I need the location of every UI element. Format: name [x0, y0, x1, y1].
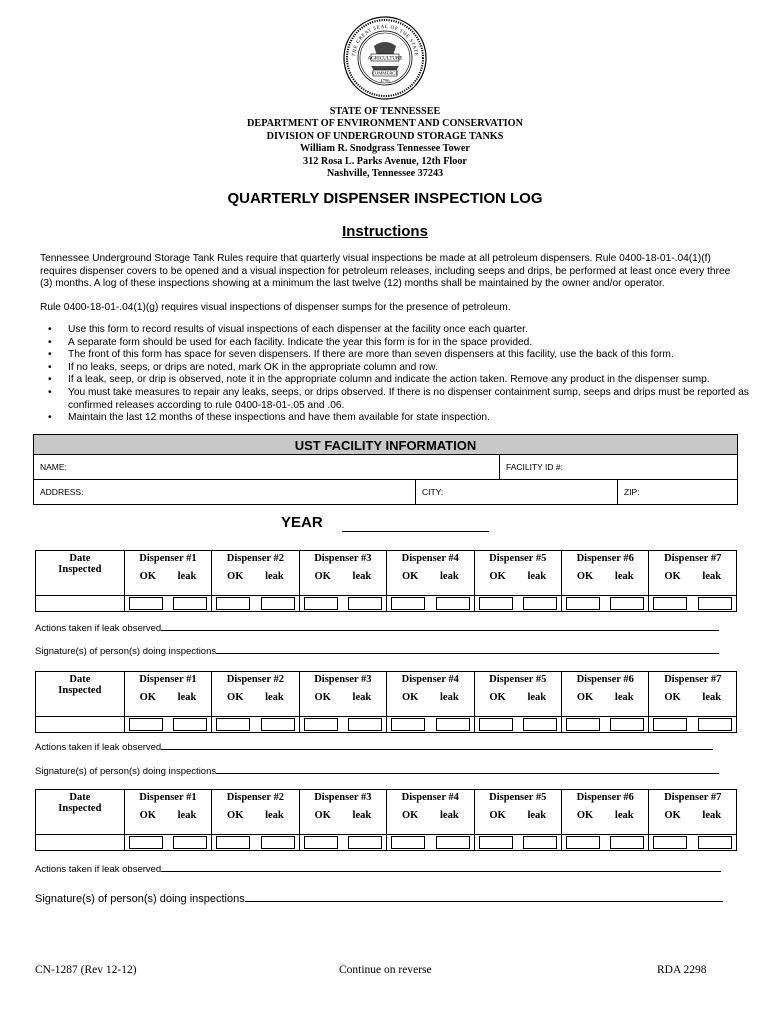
dispenser-name: Dispenser #4: [401, 792, 459, 803]
dispenser-entry-6: [561, 717, 648, 733]
inspected-label: Inspected: [58, 685, 102, 696]
instructions-paragraph-2: Rule 0400-18-01-.04(1)(g) requires visual inspections of dispenser sumps for the presence of petroleum.: [40, 302, 511, 313]
dispenser-name: Dispenser #2: [226, 792, 285, 803]
dispenser-header-3: [299, 790, 386, 835]
leak-label: leak: [527, 571, 547, 582]
leak-checkbox[interactable]: [173, 597, 207, 610]
signature-input[interactable]: [216, 652, 719, 654]
leak-checkbox[interactable]: [610, 597, 644, 610]
ok-checkbox[interactable]: [479, 597, 513, 610]
leak-checkbox[interactable]: [610, 836, 644, 849]
signature-input[interactable]: [216, 772, 719, 774]
dispenser-entry-7: [649, 835, 737, 851]
dispenser-name: Dispenser #5: [489, 674, 547, 685]
dispenser-header-5: [474, 551, 561, 596]
actions-taken-label: Actions taken if leak observed: [35, 742, 162, 753]
dispenser-log-table: [35, 550, 737, 612]
dispenser-header-4: [387, 551, 474, 596]
instruction-item: • Use this form to record results of visual inspections of each dispenser at the facility once each quarter.: [68, 324, 770, 337]
ok-checkbox[interactable]: [479, 836, 513, 849]
log-entry-row: [36, 596, 737, 612]
facility-row-address: [34, 480, 737, 504]
header-line: DIVISION OF UNDERGROUND STORAGE TANKS: [266, 130, 504, 142]
dispenser-entry-3: [299, 596, 386, 612]
leak-checkbox[interactable]: [261, 718, 295, 731]
dispenser-name: Dispenser #4: [401, 674, 459, 685]
date-inspected-input[interactable]: [36, 717, 125, 733]
facility-information-box: [33, 434, 738, 505]
log-header-row: [36, 672, 737, 717]
dispenser-name: Dispenser #6: [576, 553, 634, 564]
ok-checkbox[interactable]: [391, 718, 425, 731]
ok-label: OK: [576, 571, 594, 582]
actions-taken-label: Actions taken if leak observed: [35, 864, 162, 875]
dispenser-header-4: [387, 672, 474, 717]
actions-taken-input[interactable]: [161, 629, 719, 631]
instructions-paragraph-1: Tennessee Underground Storage Tank Rules require that quarterly visual inspections be made at all petroleum dispensers. Rule 0400-18-01-.04(1)(f) requires dispenser covers to be opened and a visual inspection for petroleum releases, including seeps and drips, be performed at least once every three (3) months. A log of these inspections showing at a minimum the last twelve (12) months shall be maintained by the owner and/or operator.: [40, 253, 731, 290]
leak-label: leak: [614, 692, 634, 703]
ok-label: OK: [489, 692, 506, 703]
facility-city-label: CITY:: [422, 487, 444, 497]
leak-checkbox[interactable]: [436, 836, 470, 849]
ok-checkbox[interactable]: [304, 718, 338, 731]
dispenser-entry-3: [299, 835, 386, 851]
dispenser-entry-4: [387, 596, 474, 612]
leak-label: leak: [614, 810, 634, 821]
dispenser-entry-2: [212, 835, 299, 851]
dispenser-name: Dispenser #6: [576, 792, 634, 803]
leak-checkbox[interactable]: [173, 836, 207, 849]
year-input-line[interactable]: [342, 531, 489, 532]
dispenser-name: Dispenser #6: [576, 674, 634, 685]
facility-row-name: [34, 455, 737, 480]
seal-commerce-text: COMMERCE: [371, 70, 399, 76]
dispenser-name: Dispenser #2: [226, 674, 285, 685]
dispenser-name: Dispenser #3: [314, 674, 372, 685]
ok-checkbox[interactable]: [391, 597, 425, 610]
ok-checkbox[interactable]: [216, 718, 250, 731]
dispenser-entry-6: [561, 835, 648, 851]
leak-label: leak: [440, 692, 459, 703]
ok-checkbox[interactable]: [304, 836, 338, 849]
leak-checkbox[interactable]: [436, 597, 470, 610]
agency-header: [0, 106, 770, 180]
dispenser-header-1: [124, 551, 211, 596]
dispenser-header-6: [561, 672, 648, 717]
ok-label: OK: [664, 692, 681, 703]
ok-label: OK: [227, 810, 244, 821]
ok-checkbox[interactable]: [216, 597, 250, 610]
signature-line: [35, 893, 723, 905]
dispenser-entry-5: [474, 596, 561, 612]
leak-label: leak: [527, 692, 547, 703]
dispenser-entry-5: [474, 717, 561, 733]
dispenser-log-table: [35, 789, 737, 851]
seal-year-text: 1796: [380, 78, 390, 83]
ok-label: OK: [139, 692, 156, 703]
signature-label: Signature(s) of person(s) doing inspections: [35, 766, 217, 777]
leak-checkbox[interactable]: [698, 718, 732, 731]
instruction-item: • A separate form should be used for each facility. Indicate the year this form is for in the space provided.: [68, 337, 770, 350]
leak-checkbox[interactable]: [261, 597, 295, 610]
ok-checkbox[interactable]: [566, 836, 600, 849]
dispenser-name: Dispenser #2: [226, 553, 285, 564]
date-label: Date: [69, 553, 91, 564]
dispenser-header-2: [212, 790, 299, 835]
instruction-item: • If a leak, seep, or drip is observed, note it in the appropriate column and indicate the action taken. Remove any product in the dispenser sump.: [68, 374, 770, 387]
signature-line: [35, 766, 719, 777]
facility-name-field[interactable]: [34, 455, 499, 479]
facility-id-label: FACILITY ID #:: [506, 462, 564, 472]
dispenser-header-7: [649, 672, 737, 717]
ok-checkbox[interactable]: [129, 597, 163, 610]
leak-label: leak: [702, 810, 722, 821]
facility-name-label: NAME:: [40, 462, 67, 472]
leak-label: leak: [527, 810, 547, 821]
dispenser-entry-5: [474, 835, 561, 851]
dispenser-name: Dispenser #3: [314, 792, 372, 803]
actions-taken-input[interactable]: [161, 748, 713, 750]
facility-zip-field[interactable]: [618, 480, 737, 504]
ok-label: OK: [314, 810, 331, 821]
dispenser-header-7: [649, 790, 737, 835]
ok-label: OK: [664, 810, 681, 821]
ok-label: OK: [489, 810, 506, 821]
dispenser-entry-2: [212, 596, 299, 612]
dispenser-entry-7: [649, 717, 737, 733]
leak-checkbox[interactable]: [523, 597, 557, 610]
leak-label: leak: [702, 571, 722, 582]
log-entry-row: [36, 835, 737, 851]
dispenser-header-6: [561, 790, 648, 835]
ok-checkbox[interactable]: [653, 836, 687, 849]
date-inspected-header: [36, 790, 125, 835]
ok-checkbox[interactable]: [566, 597, 600, 610]
instructions-list: [40, 324, 770, 425]
leak-label: leak: [265, 571, 284, 582]
dispenser-entry-2: [212, 717, 299, 733]
header-line: DEPARTMENT OF ENVIRONMENT AND CONSERVATION: [247, 118, 523, 130]
dispenser-name: Dispenser #1: [139, 792, 197, 803]
ok-label: OK: [227, 692, 244, 703]
ok-checkbox[interactable]: [653, 718, 687, 731]
leak-checkbox[interactable]: [348, 718, 382, 731]
ok-label: OK: [401, 692, 419, 703]
ok-label: OK: [576, 810, 594, 821]
date-label: Date: [69, 674, 91, 685]
ok-checkbox[interactable]: [129, 718, 163, 731]
ok-checkbox[interactable]: [391, 836, 425, 849]
log-header-row: [36, 551, 737, 596]
ok-checkbox[interactable]: [479, 718, 513, 731]
rda-number: RDA 2298: [657, 964, 707, 976]
ok-checkbox[interactable]: [653, 597, 687, 610]
log-header-row: [36, 790, 737, 835]
ok-label: OK: [227, 571, 244, 582]
instruction-item: • If no leaks, seeps, or drips are noted, mark OK in the appropriate column and row.: [68, 362, 770, 375]
dispenser-header-5: [474, 790, 561, 835]
leak-checkbox[interactable]: [698, 836, 732, 849]
dispenser-name: Dispenser #5: [489, 553, 547, 564]
header-line: Nashville, Tennessee 37243: [326, 168, 444, 180]
ok-label: OK: [401, 810, 419, 821]
instruction-item: • The front of this form has space for seven dispensers. If there are more than seven dispensers at this facility, use the back of this form.: [68, 349, 770, 362]
leak-label: leak: [440, 571, 459, 582]
actions-taken-input[interactable]: [161, 870, 721, 872]
leak-checkbox[interactable]: [523, 718, 557, 731]
instruction-item: • Maintain the last 12 months of these inspections and have them available for state inspection.: [68, 412, 770, 425]
signature-line: [35, 646, 719, 657]
leak-checkbox[interactable]: [261, 836, 295, 849]
leak-checkbox[interactable]: [348, 836, 382, 849]
leak-label: leak: [702, 692, 722, 703]
signature-label: Signature(s) of person(s) doing inspections: [35, 646, 217, 657]
leak-label: leak: [352, 571, 372, 582]
instructions-heading: Instructions: [342, 223, 428, 240]
ok-label: OK: [401, 571, 419, 582]
date-label: Date: [69, 792, 91, 803]
dispenser-name: Dispenser #3: [314, 553, 372, 564]
dispenser-header-1: [124, 790, 211, 835]
tennessee-state-seal: [343, 16, 427, 100]
dispenser-entry-1: [124, 835, 211, 851]
leak-label: leak: [352, 692, 372, 703]
facility-information-heading: UST FACILITY INFORMATION: [34, 435, 737, 455]
dispenser-name: Dispenser #7: [664, 674, 722, 685]
dispenser-entry-3: [299, 717, 386, 733]
leak-checkbox[interactable]: [523, 836, 557, 849]
dispenser-log-table: [35, 671, 737, 733]
ok-checkbox[interactable]: [304, 597, 338, 610]
dispenser-header-2: [212, 551, 299, 596]
dispenser-entry-4: [387, 717, 474, 733]
dispenser-header-4: [387, 790, 474, 835]
facility-city-field[interactable]: [416, 480, 617, 504]
inspected-label: Inspected: [58, 803, 102, 814]
ok-label: OK: [314, 571, 331, 582]
ok-label: OK: [314, 692, 331, 703]
dispenser-header-6: [561, 551, 648, 596]
ok-label: OK: [139, 571, 156, 582]
dispenser-name: Dispenser #7: [664, 792, 722, 803]
leak-checkbox[interactable]: [173, 718, 207, 731]
header-line: 312 Rosa L. Parks Avenue, 12th Floor: [303, 155, 467, 167]
leak-label: leak: [177, 692, 197, 703]
signature-input[interactable]: [245, 900, 723, 902]
ok-label: OK: [576, 692, 594, 703]
leak-label: leak: [265, 692, 284, 703]
actions-taken-label: Actions taken if leak observed: [35, 623, 162, 634]
form-number: CN-1287 (Rev 12-12): [35, 964, 137, 976]
ok-checkbox[interactable]: [216, 836, 250, 849]
header-line: STATE OF TENNESSEE: [329, 106, 441, 117]
facility-address-field[interactable]: [34, 480, 415, 504]
date-inspected-header: [36, 672, 125, 717]
seal-ring-text: THE GREAT SEAL OF THE STATE: [351, 24, 419, 57]
dispenser-name: Dispenser #7: [664, 553, 722, 564]
signature-label: Signature(s) of person(s) doing inspections: [35, 893, 245, 905]
leak-checkbox[interactable]: [698, 597, 732, 610]
dispenser-name: Dispenser #5: [489, 792, 547, 803]
ok-checkbox[interactable]: [566, 718, 600, 731]
dispenser-header-2: [212, 672, 299, 717]
seal-agriculture-text: AGRICULTURE: [367, 56, 403, 62]
instruction-item: • You must take measures to repair any leaks, seeps, or drips observed. If there is no dispenser containment sump, seeps and drips must be reported as confirmed releases according to rule 0400-18-01-.05 and .06.: [68, 387, 770, 412]
leak-checkbox[interactable]: [348, 597, 382, 610]
leak-label: leak: [177, 571, 197, 582]
dispenser-header-3: [299, 551, 386, 596]
facility-id-field[interactable]: [500, 455, 737, 479]
leak-label: leak: [177, 810, 197, 821]
dispenser-header-1: [124, 672, 211, 717]
dispenser-header-5: [474, 672, 561, 717]
actions-taken-line: [35, 864, 721, 875]
actions-taken-line: [35, 742, 713, 753]
dispenser-name: Dispenser #1: [139, 674, 197, 685]
ok-label: OK: [139, 810, 156, 821]
dispenser-name: Dispenser #4: [401, 553, 459, 564]
facility-address-label: ADDRESS:: [40, 487, 84, 497]
date-inspected-input[interactable]: [36, 596, 125, 612]
dispenser-entry-7: [649, 596, 737, 612]
dispenser-name: Dispenser #1: [139, 553, 197, 564]
ok-label: OK: [489, 571, 506, 582]
header-line: William R. Snodgrass Tennessee Tower: [300, 143, 470, 155]
dispenser-entry-4: [387, 835, 474, 851]
ok-label: OK: [664, 571, 681, 582]
year-label: YEAR: [281, 514, 323, 531]
dispenser-header-7: [649, 551, 737, 596]
dispenser-header-3: [299, 672, 386, 717]
dispenser-entry-6: [561, 596, 648, 612]
log-entry-row: [36, 717, 737, 733]
dispenser-entry-1: [124, 596, 211, 612]
ok-checkbox[interactable]: [129, 836, 163, 849]
leak-checkbox[interactable]: [610, 718, 644, 731]
facility-zip-label: ZIP:: [624, 487, 640, 497]
leak-label: leak: [265, 810, 284, 821]
leak-label: leak: [614, 571, 634, 582]
actions-taken-line: [35, 623, 719, 634]
leak-label: leak: [440, 810, 459, 821]
leak-label: leak: [352, 810, 372, 821]
form-title: QUARTERLY DISPENSER INSPECTION LOG: [227, 190, 543, 207]
date-inspected-header: [36, 551, 125, 596]
dispenser-entry-1: [124, 717, 211, 733]
inspected-label: Inspected: [58, 564, 102, 575]
continue-on-reverse: Continue on reverse: [339, 964, 432, 976]
leak-checkbox[interactable]: [436, 718, 470, 731]
date-inspected-input[interactable]: [36, 835, 125, 851]
